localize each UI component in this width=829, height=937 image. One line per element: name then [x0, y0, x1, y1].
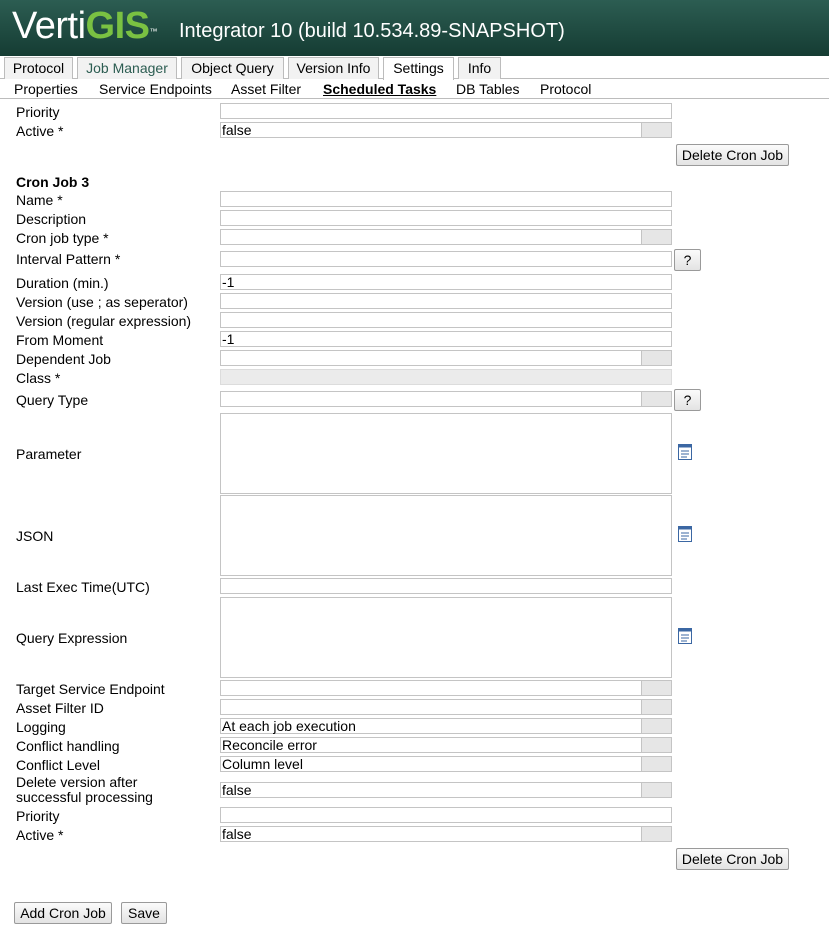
last-exec-time-label: Last Exec Time(UTC)	[16, 579, 150, 595]
conflict-level-label: Conflict Level	[16, 757, 101, 773]
logging-label: Logging	[16, 719, 66, 735]
interval-pattern-input[interactable]	[220, 251, 672, 267]
query-expression-textarea[interactable]	[220, 597, 672, 678]
conflict-handling-value: Reconcile error	[222, 737, 317, 753]
delete-cron-job-button-prev[interactable]: Delete Cron Job	[676, 144, 789, 166]
priority-input[interactable]	[220, 807, 672, 823]
active-label: Active *	[16, 827, 64, 843]
query-type-help-button[interactable]: ?	[674, 389, 701, 411]
last-exec-time-input[interactable]	[220, 578, 672, 594]
conflict-level-select[interactable]	[220, 756, 672, 772]
description-label: Description	[16, 211, 87, 227]
save-button[interactable]: Save	[121, 902, 167, 924]
dropdown-arrow[interactable]	[641, 230, 671, 244]
dropdown-arrow[interactable]	[641, 123, 671, 137]
json-textarea[interactable]	[220, 495, 672, 576]
dropdown-arrow[interactable]	[641, 783, 671, 797]
tab-object-query[interactable]: Object Query	[181, 57, 284, 79]
interval-pattern-label: Interval Pattern *	[16, 251, 121, 267]
subtab-asset-filter[interactable]: Asset Filter	[231, 81, 302, 97]
duration-input[interactable]: -1	[220, 274, 672, 290]
dependent-job-select[interactable]	[220, 350, 672, 366]
subtab-protocol[interactable]: Protocol	[540, 81, 592, 97]
dropdown-arrow[interactable]	[641, 351, 671, 365]
delete-version-label: Delete version after successful processing	[16, 774, 153, 805]
conflict-level-value: Column level	[222, 756, 303, 772]
query-expression-label: Query Expression	[16, 630, 128, 646]
subtab-scheduled-tasks[interactable]: Scheduled Tasks	[323, 81, 437, 97]
cron-job-3-title: Cron Job 3	[16, 174, 90, 190]
dropdown-arrow[interactable]	[641, 827, 671, 841]
target-service-endpoint-label: Target Service Endpoint	[16, 681, 165, 697]
dropdown-arrow[interactable]	[641, 719, 671, 733]
conflict-handling-label: Conflict handling	[16, 738, 120, 754]
dropdown-arrow[interactable]	[641, 700, 671, 714]
settings-sub-tab-bar	[0, 79, 829, 99]
delete-version-value: false	[222, 782, 252, 798]
query-type-label: Query Type	[16, 392, 89, 408]
version-regex-label: Version (regular expression)	[16, 313, 192, 329]
dropdown-arrow[interactable]	[641, 738, 671, 752]
name-label: Name *	[16, 192, 63, 208]
class-input	[220, 369, 672, 385]
logging-select[interactable]	[220, 718, 672, 734]
json-label: JSON	[16, 528, 54, 544]
tab-protocol[interactable]: Protocol	[4, 57, 73, 79]
parameter-label: Parameter	[16, 446, 82, 462]
logo-trademark: ™	[149, 27, 158, 36]
query-type-select[interactable]	[220, 391, 672, 407]
from-moment-input[interactable]: -1	[220, 331, 672, 347]
parameter-textarea[interactable]	[220, 413, 672, 494]
subtab-properties[interactable]: Properties	[14, 81, 78, 97]
class-label: Class *	[16, 370, 61, 386]
cron-job-type-label: Cron job type *	[16, 230, 109, 246]
dependent-job-label: Dependent Job	[16, 351, 111, 367]
prev-active-value: false	[222, 122, 252, 138]
asset-filter-id-label: Asset Filter ID	[16, 700, 104, 716]
subtab-service-endpoints[interactable]: Service Endpoints	[99, 81, 212, 97]
main-tab-bar	[0, 56, 829, 79]
tab-job-manager[interactable]: Job Manager	[77, 57, 177, 79]
prev-active-label: Active *	[16, 123, 64, 139]
document-editor-icon[interactable]	[678, 628, 692, 644]
dropdown-arrow[interactable]	[641, 757, 671, 771]
version-regex-input[interactable]	[220, 312, 672, 328]
vertigis-logo	[12, 4, 157, 48]
tab-settings[interactable]: Settings	[383, 57, 454, 80]
delete-cron-job-button[interactable]: Delete Cron Job	[676, 848, 789, 870]
app-title: Integrator 10 (build 10.534.89-SNAPSHOT)	[179, 20, 565, 42]
interval-pattern-help-button[interactable]: ?	[674, 249, 701, 271]
tab-info[interactable]: Info	[458, 57, 501, 79]
prev-active-select[interactable]	[220, 122, 672, 138]
version-separator-label: Version (use ; as seperator)	[16, 294, 188, 310]
active-select[interactable]	[220, 826, 672, 842]
asset-filter-id-select[interactable]	[220, 699, 672, 715]
delete-version-select[interactable]	[220, 782, 672, 798]
prev-priority-input[interactable]	[220, 103, 672, 119]
document-editor-icon[interactable]	[678, 526, 692, 542]
from-moment-label: From Moment	[16, 332, 104, 348]
dropdown-arrow[interactable]	[641, 392, 671, 406]
document-editor-icon[interactable]	[678, 444, 692, 460]
app-header	[0, 0, 829, 56]
conflict-handling-select[interactable]	[220, 737, 672, 753]
version-separator-input[interactable]	[220, 293, 672, 309]
logo-gis-text: GIS	[85, 5, 150, 47]
cron-job-type-select[interactable]	[220, 229, 672, 245]
description-input[interactable]	[220, 210, 672, 226]
logging-value: At each job execution	[222, 718, 356, 734]
active-value: false	[222, 826, 252, 842]
name-input[interactable]	[220, 191, 672, 207]
priority-label: Priority	[16, 808, 60, 824]
logo-verti-text: Verti	[12, 5, 86, 47]
duration-label: Duration (min.)	[16, 275, 109, 291]
add-cron-job-button[interactable]: Add Cron Job	[14, 902, 112, 924]
target-service-endpoint-select[interactable]	[220, 680, 672, 696]
prev-priority-label: Priority	[16, 104, 60, 120]
dropdown-arrow[interactable]	[641, 681, 671, 695]
subtab-db-tables[interactable]: DB Tables	[456, 81, 520, 97]
tab-version-info[interactable]: Version Info	[288, 57, 379, 79]
